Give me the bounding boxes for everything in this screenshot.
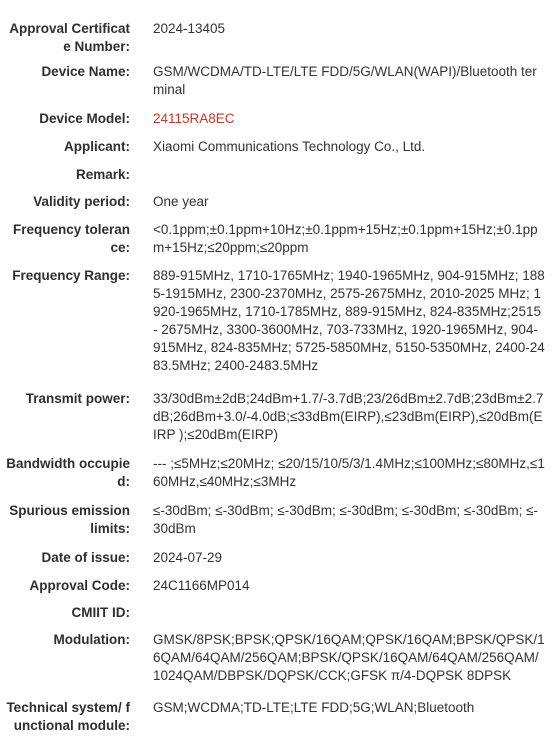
frequency-range-value: 889-915MHz, 1710-1765MHz; 1940-1965MHz, 904-915MHz; 1885-1915MHz, 2300-2370MHz, 2575-2675MHz, 2010-2025 MHz; 1920-1965MHz, 1710-1785MHz, 889-915MHz, 824-835MHz;2515- 2675MHz, 3300-3600MHz, 703-733MHz, 1920-1965MHz, 904-915MHz, 824-835MHz; 5725-5850MHz, 5150-5350MHz, 2400-2483.5MHz; 2400-2483.5MHz <box>153 268 545 373</box>
spurious-emission-limits-label: Spurious emission limits: <box>9 503 130 536</box>
applicant-value: Xiaomi Communications Technology Co., Ltd. <box>153 139 426 154</box>
bandwidth-occupied-value: --- ;≤5MHz;≤20MHz; ≤20/15/10/5/3/1.4MHz;≤100MHz;≤80MHz,≤160MHz,≤40MHz;≤3MHz <box>153 456 545 489</box>
transmit-power-value: 33/30dBm±2dB;24dBm+1.7/-3.7dB;23/26dBm±2.7dB;23dBm±2.7dB;26dBm+3.0/-4.0dB;≤33dBm(EIRP),≤23dBm(EIRP),≤20dBm(EIRP );≤20dBm(EIRP) <box>153 391 544 442</box>
validity-period-value: One year <box>153 194 209 209</box>
device-model-link[interactable]: 24115RA8EC <box>153 111 235 126</box>
date-of-issue-label: Date of issue: <box>41 550 130 565</box>
approval-certificate-number-label: Approval Certificate Number: <box>9 21 130 54</box>
device-name-label: Device Name: <box>41 64 130 79</box>
modulation-label: Modulation: <box>53 632 130 647</box>
modulation-value: GMSK/8PSK;BPSK;QPSK/16QAM;QPSK/16QAM;BPSK/QPSK/16QAM/64QAM/256QAM;BPSK/QPSK/16QAM/64QAM/256QAM/1024QAM/DBPSK/DQPSK/CCK;GFSK π/4-DQPSK 8DPSK <box>153 632 545 683</box>
cmiit-id-label: CMIIT ID: <box>71 605 130 620</box>
remark-label: Remark: <box>75 167 130 182</box>
frequency-range-label: Frequency Range: <box>12 268 130 283</box>
applicant-label: Applicant: <box>64 139 130 154</box>
transmit-power-label: Transmit power: <box>25 391 130 406</box>
bandwidth-occupied-label: Bandwidth occupied: <box>6 456 130 489</box>
approval-code-label: Approval Code: <box>29 578 130 593</box>
approval-certificate-number-value: 2024-13405 <box>153 21 226 36</box>
frequency-tolerance-label: Frequency tolerance: <box>12 222 130 255</box>
device-model-label: Device Model: <box>39 111 130 126</box>
frequency-tolerance-value: <0.1ppm;±0.1ppm+10Hz;±0.1ppm+15Hz;±0.1ppm+15Hz;±0.1ppm+15Hz;≤20ppm;≤20ppm <box>153 222 538 255</box>
validity-period-label: Validity period: <box>33 194 130 209</box>
spurious-emission-limits-value: ≤-30dBm; ≤-30dBm; ≤-30dBm; ≤-30dBm; ≤-30dBm; ≤-30dBm; ≤-30dBm <box>153 503 538 536</box>
technical-system-functional-module-value: GSM;WCDMA;TD-LTE;LTE FDD;5G;WLAN;Bluetooth <box>153 700 475 715</box>
device-name-value: GSM/WCDMA/TD-LTE/LTE FDD/5G/WLAN(WAPI)/Bluetooth terminal <box>153 64 537 97</box>
approval-code-value: 24C1166MP014 <box>153 578 250 593</box>
technical-system-functional-module-label: Technical system/ functional module: <box>6 700 130 733</box>
date-of-issue-value: 2024-07-29 <box>153 550 223 565</box>
